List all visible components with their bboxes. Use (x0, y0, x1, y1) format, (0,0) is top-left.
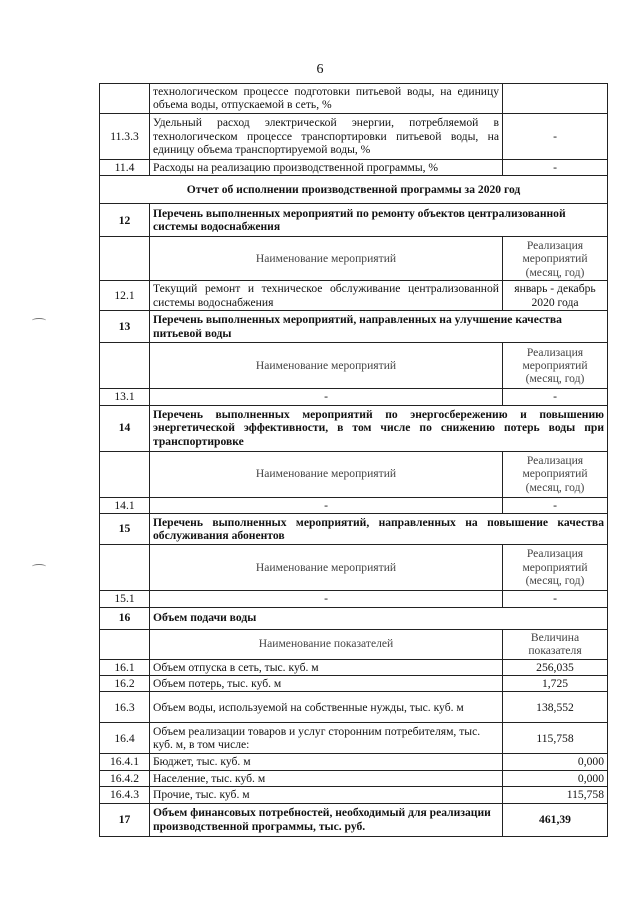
section-header (100, 405, 608, 451)
table-row (100, 84, 608, 114)
row-number: 16.3 (100, 692, 150, 723)
row-value (503, 84, 608, 114)
report-title-row (100, 176, 608, 204)
section-number: 12 (100, 204, 150, 237)
row-description: Удельный расход электрической энергии, потребляемой в технологическом процессе транспортировки питьевой воды, на единицу объема транспортируемой воды, % (150, 113, 503, 159)
column-header-name: Наименование мероприятий (150, 237, 503, 281)
program-table (99, 83, 608, 837)
row-description: - (150, 591, 503, 607)
row-description: Объем реализации товаров и услуг сторонним потребителям, тыс. куб. м, в том числе: (150, 723, 503, 754)
table-row (100, 675, 608, 691)
row-description: Расходы на реализацию производственной программы, % (150, 159, 503, 175)
table-row (100, 281, 608, 311)
row-number: 16.4 (100, 723, 150, 754)
column-header-row (100, 545, 608, 591)
row-description: - (150, 497, 503, 513)
section-number: 17 (100, 803, 150, 836)
report-title: Отчет об исполнении производственной программы за 2020 год (100, 176, 608, 204)
table-row (100, 770, 608, 786)
table-row (100, 754, 608, 770)
page-number: 6 (316, 62, 324, 77)
section-number: 16 (100, 607, 150, 629)
row-description: Объем воды, используемой на собственные нужды, тыс. куб. м (150, 692, 503, 723)
section-title: Объем финансовых потребностей, необходимый для реализации производственной программы, тыс. руб. (150, 803, 503, 836)
column-header-value: Реализация мероприятий (месяц, год) (503, 451, 608, 497)
row-number: 11.3.3 (100, 113, 150, 159)
row-description: технологическом процессе подготовки питьевой воды, на единицу объема воды, отпускаемой в сеть, % (150, 84, 503, 114)
row-number: 16.4.3 (100, 787, 150, 803)
row-value: 115,758 (503, 787, 608, 803)
row-number: 15.1 (100, 591, 150, 607)
scan-mark (32, 318, 46, 323)
column-header-value: Реализация мероприятий (месяц, год) (503, 343, 608, 389)
row-number: 16.4.2 (100, 770, 150, 786)
section-header (100, 204, 608, 237)
row-value: - (503, 389, 608, 405)
section-title: Объем подачи воды (150, 607, 608, 629)
row-description: Объем отпуска в сеть, тыс. куб. м (150, 659, 503, 675)
section-header (100, 803, 608, 836)
row-number: 12.1 (100, 281, 150, 311)
empty-cell (100, 629, 150, 659)
section-title: Перечень выполненных мероприятий, направленных на улучшение качества питьевой воды (150, 311, 608, 343)
empty-cell (100, 451, 150, 497)
row-value: 115,758 (503, 723, 608, 754)
row-value: 256,035 (503, 659, 608, 675)
row-value: январь - декабрь 2020 года (503, 281, 608, 311)
section-header (100, 311, 608, 343)
column-header-row (100, 343, 608, 389)
row-description: Население, тыс. куб. м (150, 770, 503, 786)
row-value: 0,000 (503, 754, 608, 770)
table-row (100, 389, 608, 405)
section-number: 13 (100, 311, 150, 343)
column-header-value: Реализация мероприятий (месяц, год) (503, 237, 608, 281)
column-header-row (100, 451, 608, 497)
row-value: 138,552 (503, 692, 608, 723)
row-value: - (503, 591, 608, 607)
table-row (100, 113, 608, 159)
empty-cell (100, 343, 150, 389)
table-row (100, 591, 608, 607)
section-number: 15 (100, 514, 150, 545)
table-row (100, 723, 608, 754)
row-value: 0,000 (503, 770, 608, 786)
column-header-value: Величина показателя (503, 629, 608, 659)
column-header-name: Наименование показателей (150, 629, 503, 659)
section-title: Перечень выполненных мероприятий по ремонту объектов централизованной системы водоснабжения (150, 204, 608, 237)
column-header-row (100, 629, 608, 659)
row-value: 1,725 (503, 675, 608, 691)
scan-mark (32, 564, 46, 569)
section-title: Перечень выполненных мероприятий, направленных на повышение качества обслуживания абонентов (150, 514, 608, 545)
row-number: 16.1 (100, 659, 150, 675)
section-header (100, 607, 608, 629)
row-value: - (503, 497, 608, 513)
table-row (100, 692, 608, 723)
column-header-value: Реализация мероприятий (месяц, год) (503, 545, 608, 591)
row-number (100, 84, 150, 114)
section-header (100, 514, 608, 545)
column-header-row (100, 237, 608, 281)
column-header-name: Наименование мероприятий (150, 451, 503, 497)
section-total-value: 461,39 (503, 803, 608, 836)
row-number: 11.4 (100, 159, 150, 175)
row-description: - (150, 389, 503, 405)
empty-cell (100, 237, 150, 281)
table-row (100, 787, 608, 803)
column-header-name: Наименование мероприятий (150, 545, 503, 591)
row-value: - (503, 159, 608, 175)
section-number: 14 (100, 405, 150, 451)
table-row (100, 497, 608, 513)
table-row (100, 659, 608, 675)
row-value: - (503, 113, 608, 159)
column-header-name: Наименование мероприятий (150, 343, 503, 389)
row-number: 16.2 (100, 675, 150, 691)
row-description: Прочие, тыс. куб. м (150, 787, 503, 803)
row-number: 13.1 (100, 389, 150, 405)
row-number: 14.1 (100, 497, 150, 513)
section-title: Перечень выполненных мероприятий по энергосбережению и повышению энергетической эффективности, в том числе по снижению потерь воды при транспортировке (150, 405, 608, 451)
empty-cell (100, 545, 150, 591)
table-row (100, 159, 608, 175)
row-description: Бюджет, тыс. куб. м (150, 754, 503, 770)
row-description: Текущий ремонт и техническое обслуживание централизованной системы водоснабжения (150, 281, 503, 311)
row-number: 16.4.1 (100, 754, 150, 770)
row-description: Объем потерь, тыс. куб. м (150, 675, 503, 691)
